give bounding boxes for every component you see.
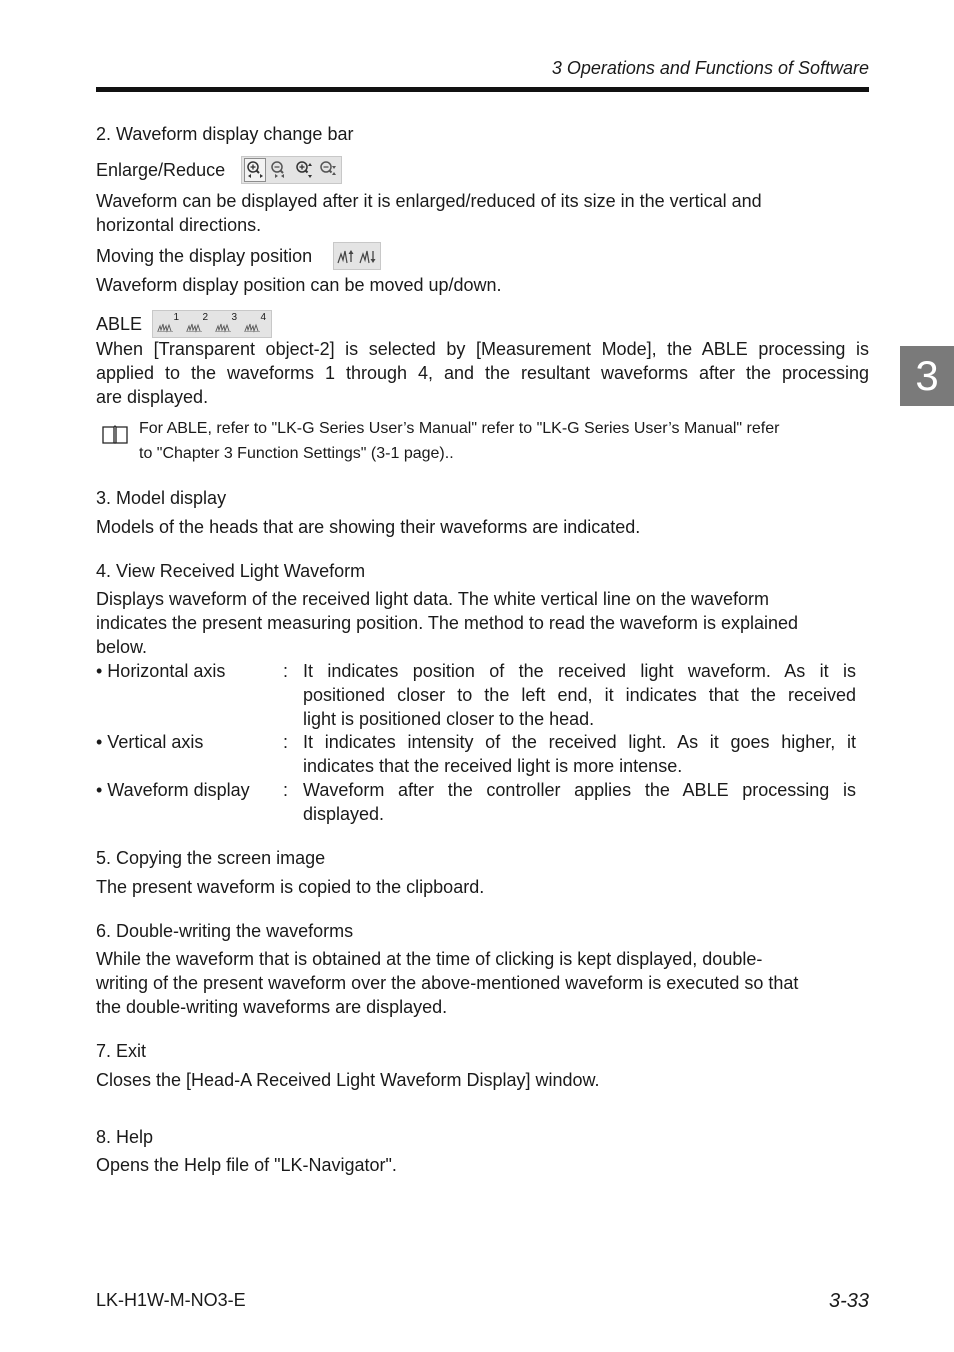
section-4-text-line-3: below.	[96, 637, 148, 657]
section-4-text-line-1: Displays waveform of the received light data. The white vertical line on the waveform	[96, 589, 769, 609]
able-3-icon[interactable]	[213, 312, 238, 336]
able-2-icon[interactable]	[184, 312, 209, 336]
bullet-horizontal-axis-line-2: positioned closer to the left end, it indicates that the received	[303, 685, 856, 705]
footer-document-id: LK-H1W-M-NO3-E	[96, 1290, 246, 1310]
section-6-text-line-2: writing of the present waveform over the above-mentioned waveform is executed so that	[96, 973, 799, 993]
enlarge-reduce-description-line-1: Waveform can be displayed after it is enlarged/reduced of its size in the vertical and	[96, 191, 762, 211]
footer-page-number: 3-33	[828, 1290, 869, 1312]
able-3-number: 3	[231, 312, 237, 323]
bullet-waveform-display-line-2: displayed.	[303, 804, 385, 824]
zoom-out-horizontal-icon[interactable]	[268, 158, 290, 182]
able-description-line-3: are displayed.	[96, 387, 209, 407]
section-3-title: 3. Model display	[96, 488, 227, 508]
section-8-text: Opens the Help file of "LK-Navigator".	[96, 1155, 397, 1175]
bullet-vertical-axis-colon: :	[283, 732, 289, 752]
section-6-text-line-1: While the waveform that is obtained at the time of clicking is kept displayed, double-	[96, 949, 763, 969]
header-rule	[96, 87, 869, 92]
section-4-text-line-2: indicates the present measuring position. The method to read the waveform is explained	[96, 613, 799, 633]
able-1-number: 1	[173, 312, 179, 323]
zoom-in-horizontal-icon[interactable]	[244, 158, 266, 182]
section-4-title: 4. View Received Light Waveform	[96, 561, 366, 581]
able-4-number: 4	[260, 312, 266, 323]
section-5-text: The present waveform is copied to the clipboard.	[96, 877, 485, 897]
able-4-icon[interactable]	[242, 312, 267, 336]
bullet-vertical-axis-term: • Vertical axis	[96, 732, 204, 752]
bullet-horizontal-axis-colon: :	[283, 661, 289, 681]
able-description-line-2: applied to the waveforms 1 through 4, and the resultant waveforms after the processing	[96, 363, 869, 383]
moving-display-position-label: Moving the display position	[96, 246, 313, 266]
able-1-icon[interactable]	[155, 312, 180, 336]
section-6-title: 6. Double-writing the waveforms	[96, 921, 354, 941]
able-reference-line-1: For ABLE, refer to "LK-G Series User’s Manual" refer to "LK-G Series User’s Manual" refer	[139, 420, 780, 437]
page-header-title: 3 Operations and Functions of Software	[551, 58, 869, 78]
able-description-line-1: When [Transparent object-2] is selected by [Measurement Mode], the ABLE processing is	[96, 339, 869, 359]
bullet-waveform-display-line-1: Waveform after the controller applies the ABLE processing is	[303, 780, 856, 800]
bullet-waveform-display-colon: :	[283, 780, 289, 800]
enlarge-reduce-toolbar	[241, 156, 342, 184]
bullet-vertical-axis-line-2: indicates that the received light is more intense.	[303, 756, 683, 776]
bullet-waveform-display-term: • Waveform display	[96, 780, 250, 800]
bullet-vertical-axis-line-1: It indicates intensity of the received light. As it goes higher, it	[303, 732, 856, 752]
enlarge-reduce-description-line-2: horizontal directions.	[96, 215, 262, 235]
section-8-title: 8. Help	[96, 1127, 154, 1147]
bullet-horizontal-axis-term: • Horizontal axis	[96, 661, 226, 681]
able-reference-line-2: to "Chapter 3 Function Settings" (3-1 page)..	[139, 445, 454, 462]
section-7-text: Closes the [Head-A Received Light Waveform Display] window.	[96, 1070, 600, 1090]
bullet-horizontal-axis-line-1: It indicates position of the received light waveform. As it is	[303, 661, 856, 681]
enlarge-reduce-label: Enlarge/Reduce	[96, 160, 226, 180]
section-6-text-line-3: the double-writing waveforms are displayed.	[96, 997, 448, 1017]
section-2-title: 2. Waveform display change bar	[96, 124, 354, 144]
chapter-tab: 3	[900, 346, 954, 406]
move-down-icon[interactable]	[358, 244, 378, 268]
move-up-icon[interactable]	[336, 244, 356, 268]
able-toolbar	[152, 310, 272, 338]
zoom-out-vertical-icon[interactable]	[317, 158, 339, 182]
section-7-title: 7. Exit	[96, 1041, 147, 1061]
bullet-horizontal-axis-line-3: light is positioned closer to the head.	[303, 709, 595, 729]
move-position-description: Waveform display position can be moved up/down.	[96, 275, 502, 295]
move-position-toolbar	[333, 242, 381, 270]
able-2-number: 2	[202, 312, 208, 323]
section-3-text: Models of the heads that are showing their waveforms are indicated.	[96, 517, 641, 537]
zoom-in-vertical-icon[interactable]	[293, 158, 315, 182]
able-label: ABLE	[96, 314, 143, 334]
book-icon	[101, 423, 129, 450]
section-5-title: 5. Copying the screen image	[96, 848, 326, 868]
